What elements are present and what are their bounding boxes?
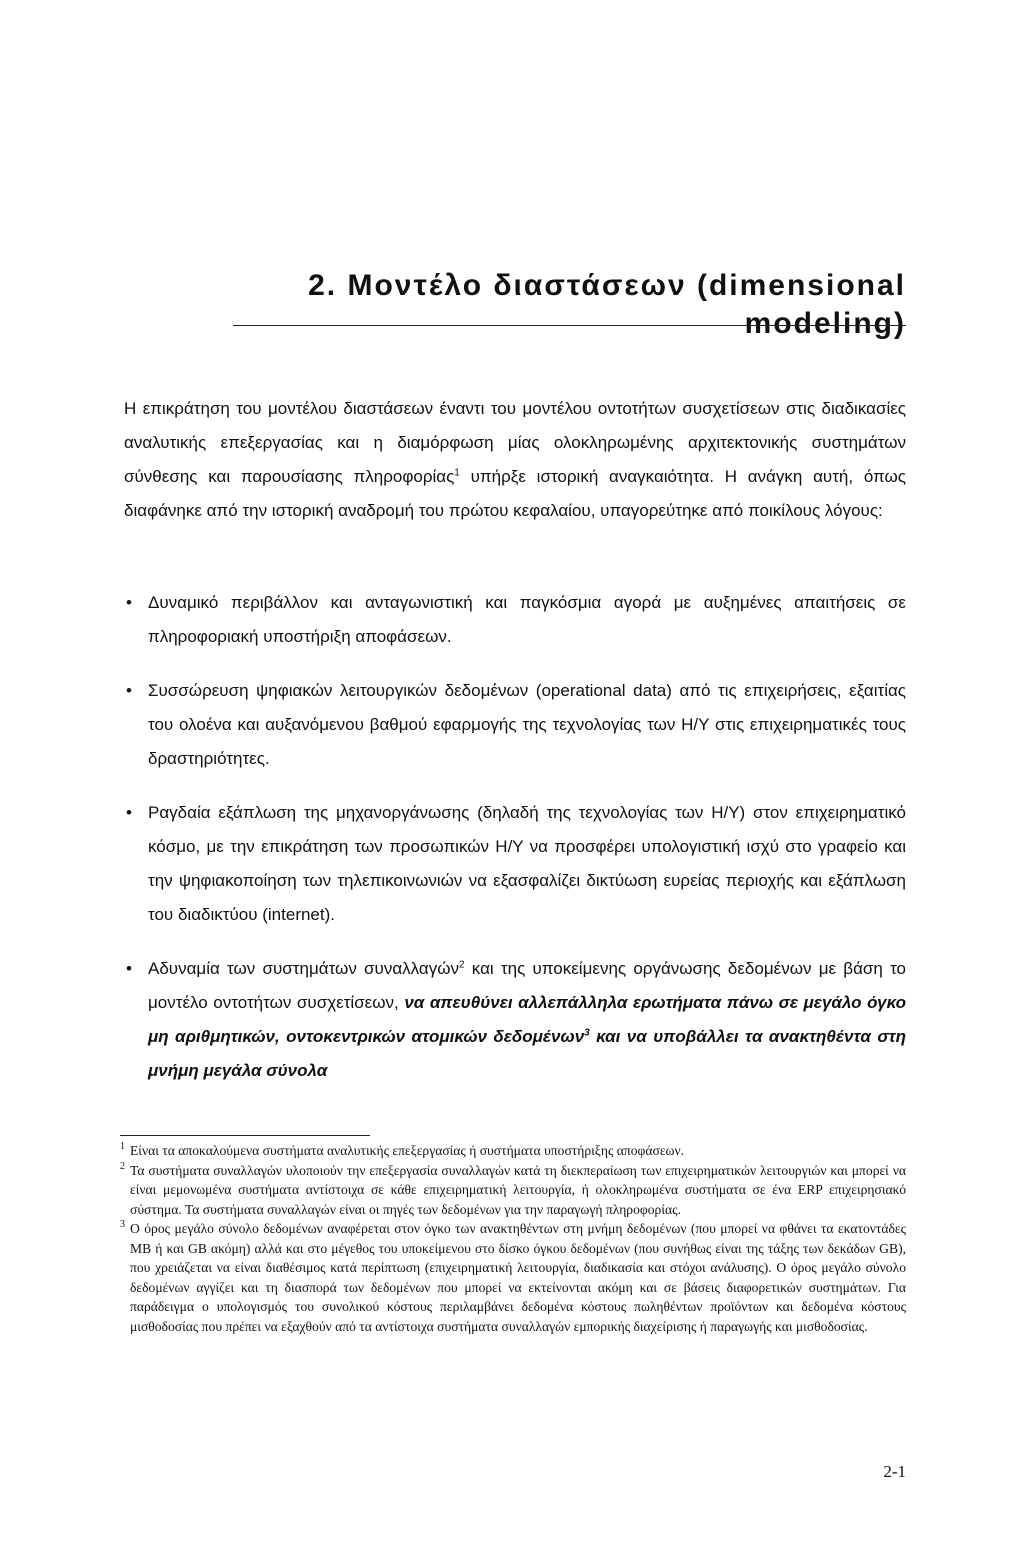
footnote-mark: 2 <box>120 1160 125 1172</box>
footnote-ref-3[interactable]: 3 <box>584 1027 590 1039</box>
emphasis-text-2: και να υποβάλλει τα ανακτηθέντα στη μνήμη μεγάλα σύνολα <box>148 1027 906 1080</box>
footnote-3 <box>120 1219 906 1336</box>
heading-underline <box>233 325 906 326</box>
footnote-text: Τα συστήματα συναλλαγών υλοποιούν την επεξεργασία συναλλαγών κατά τη διεκπεραίωση των επιχειρηματικών λειτουργιών και μπορεί να είναι μεμονωμένα συστήματα αντίστοιχα σε κάθε επιχειρηματική λειτουργία, ή ολοκληρωμένα συστήματα σε ένα ERP επιχειρησιακό σύστημα. Τα συστήματα συναλλαγών είναι οι πηγές των δεδομένων για την παραγωγή πληροφορίας. <box>130 1162 906 1217</box>
list-item <box>124 674 906 776</box>
intro-paragraph <box>124 392 906 528</box>
list-item-text: Ραγδαία εξάπλωση της μηχανοργάνωσης (δηλαδή της τεχνολογίας των Η/Υ) στον επιχειρηματικό κόσμο, με την επικράτηση των προσωπικών Η/Υ να προσφέρει υπολογιστική ισχύ στο γραφείο και την ψηφιακοποίηση των τηλεπικοινωνιών να εξασφαλίζει δικτύωση ευρείας περιοχής και εξάπλωση του διαδικτύου (internet). <box>148 803 906 924</box>
footnote-2 <box>120 1161 906 1220</box>
footnote-1 <box>120 1141 906 1161</box>
page-number: 2-1 <box>883 1462 906 1481</box>
list-item-text: Δυναμικό περιβάλλον και ανταγωνιστική και παγκόσμια αγορά με αυξημένες απαιτήσεις σε πληροφοριακή υποστήριξη αποφάσεων. <box>148 593 906 646</box>
emphasis-text-1: να απευθύνει αλλεπάλληλα ερωτήματα πάνω σε μεγάλο όγκο μη αριθμητικών, οντοκεντρικών ατομικών δεδομένων <box>148 993 906 1046</box>
list-item <box>124 586 906 654</box>
footnote-mark: 1 <box>120 1141 125 1152</box>
list-item <box>124 952 906 1088</box>
bullet-icon: • <box>126 803 132 822</box>
list-item <box>124 796 906 932</box>
intro-text-part-1: Η επικράτηση του μοντέλου διαστάσεων έναντι του μοντέλου οντοτήτων συσχετίσεων στις διαδικασίες αναλυτικής επεξεργασίας και η διαμόρφωση μίας ολοκληρωμένης αρχιτεκτονικής συστημάτων σύνθεσης και παρουσίασης πληροφορίας <box>124 399 906 486</box>
list-item-text: Συσσώρευση ψηφιακών λειτουργικών δεδομένων (operational data) από τις επιχειρήσεις, εξαιτίας του ολοένα και αυξανόμενου βαθμού εφαρμογής της τεχνολογίας των Η/Υ στις επιχειρηματικές τους δραστηριότητες. <box>148 681 906 768</box>
footnote-mark: 3 <box>120 1219 125 1230</box>
bullet-icon: • <box>126 593 132 612</box>
footnote-ref-1[interactable]: 1 <box>454 467 460 479</box>
chapter-heading-line-2: modeling) <box>744 307 906 341</box>
footnote-text: Είναι τα αποκαλούμενα συστήματα αναλυτικής επεξεργασίας ή συστήματα υποστήριξης αποφάσεων. <box>130 1143 685 1158</box>
list-item-text-part-2: και της υποκείμενης οργάνωσης δεδομένων με βάση το μοντέλο οντοτήτων συσχετίσεων, <box>148 959 906 1012</box>
bullet-icon: • <box>126 681 132 700</box>
bullet-icon: • <box>126 959 132 978</box>
footnote-separator <box>120 1135 370 1136</box>
list-item-text-part-1: Αδυναμία των συστημάτων συναλλαγών <box>148 959 460 978</box>
reasons-list <box>124 586 906 1108</box>
chapter-heading-line-1: 2. Μοντέλο διαστάσεων (dimensional <box>308 269 906 303</box>
footnote-text: Ο όρος μεγάλο σύνολο δεδομένων αναφέρεται στον όγκο των ανακτηθέντων στη μνήμη δεδομένων (που μπορεί να φθάνει τα εκατοντάδες MB ή και GB ακόμη) αλλά και στο μέγεθος του υποκείμενου στο δίσκο όγκου δεδομένων (που συνήθως είναι της τάξης των δεκάδων GB), που χρειάζεται να είναι διαθέσιμος κατά περίπτωση (επιχειρηματική λειτουργία, διαδικασία και στόχοι ανάλυσης). Ο όρος μεγάλο σύνολο δεδομένων αγγίζει και τη διασπορά των δεδομένων που μπορεί να εκτείνονται ακόμη και σε βάσεις διαφορετικών συστημάτων. Για παράδειγμα ο υπολογισμός του συνολικού κόστους περιλαμβάνει δεδομένα κόστους πωληθέντων προϊόντων και δεδομένα κόστους μισθοδοσίας που πρέπει να εξαχθούν από τα αντίστοιχα συστήματα συναλλαγών εμπορικής διαχείρισης ή παραγωγής και μισθοδοσίας. <box>130 1221 906 1334</box>
intro-text-part-2: υπήρξε ιστορική αναγκαιότητα. Η ανάγκη αυτή, όπως διαφάνηκε από την ιστορική αναδρομή του πρώτου κεφαλαίου, υπαγορεύτηκε από ποικίλους λόγους: <box>124 467 906 520</box>
footnote-ref-2[interactable]: 2 <box>459 959 465 971</box>
chapter-heading <box>120 267 906 343</box>
list-item-text <box>148 952 906 1088</box>
footnotes <box>120 1141 906 1336</box>
